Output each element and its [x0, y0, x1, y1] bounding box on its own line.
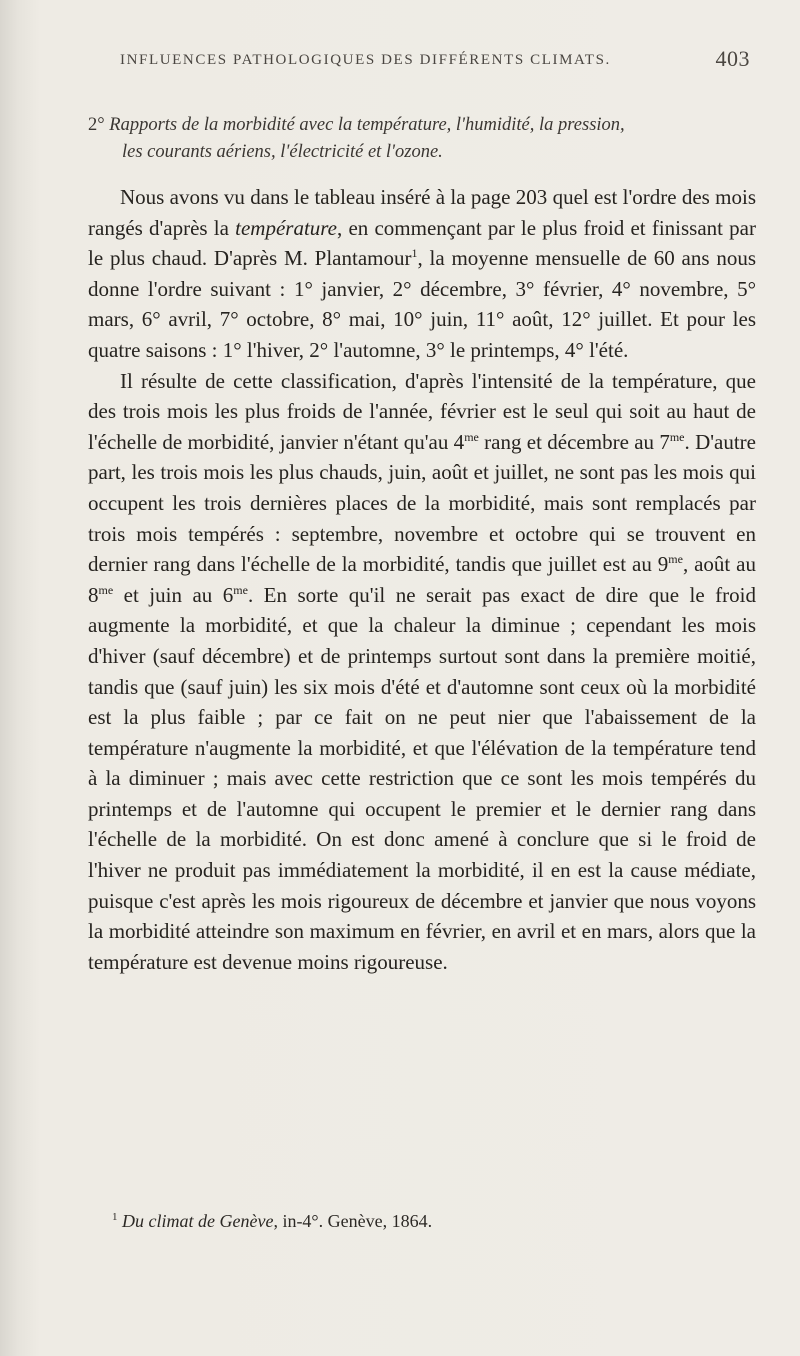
section-heading-line2: les courants aériens, l'électricité et l'ozone. [122, 142, 443, 162]
paragraph-2-part-a: Il résulte de cette classification, d'après l'intensité de la température, que des trois mois les plus froids de l'année, février est le seul qui soit au haut de l'échelle de morbidité, janvier n'étant qu'au 4 [88, 368, 756, 454]
ordinal-superscript: me [98, 582, 114, 597]
paragraph-2 [88, 366, 756, 978]
section-number: 2° [88, 115, 105, 135]
paragraph-1-emphasis: température [235, 215, 337, 240]
footnote-reference: 1 [411, 246, 418, 261]
page-number: 403 [715, 46, 750, 71]
paragraph-1-part-c: , la moyenne mensuelle de 60 ans nous donne l'ordre suivant : 1° janvier, 2° décembre, 3° février, 4° novembre, 5° mars, 6° avril, 7° octobre, 8° mai, 10° juin, 11° août, 12° juillet. Et pour les quatre saisons : 1° l'hiver, 2° l'automne, 3° le printemps, 4° l'été. [88, 246, 756, 362]
section-heading [88, 112, 748, 166]
footnote-title: Du climat de Genève [122, 1211, 274, 1231]
paragraph-2-part-f: . En sorte qu'il ne serait pas exact de dire que le froid augmente la morbidité, et que la chaleur la diminue ; cependant les mois d'hiver (sauf décembre) et de printemps surtout sont dans la première moitié, tandis que (sauf juin) les six mois d'été et d'automne sont ceux où la morbidité est la plus faible ; par ce fait on ne peut nier que l'abaissement de la température n'augmente la morbidité, et que l'élévation de la température tend à la diminuer ; mais avec cette restriction que ce sont les mois tempérés du printemps et de l'automne qui occupent le premier et le dernier rang dans l'échelle de la morbidité. On est donc amené à conclure que si le froid de l'hiver ne produit pas immédiatement la morbidité, il en est la cause médiate, puisque c'est après les mois rigoureux de décembre et janvier que nous voyons la morbidité atteindre son maximum en février, en avril et en mars, alors que la température est devenue moins rigoureuse. [88, 582, 756, 974]
paragraph-1-part-a: Nous avons vu dans le tableau inséré à la page 203 quel est l'ordre des mois rangés d'après la [88, 185, 756, 240]
paragraph-2-part-d: , août au 8 [88, 552, 757, 607]
ordinal-superscript: me [669, 429, 685, 444]
ordinal-superscript: me [668, 552, 683, 567]
body-text [88, 182, 756, 977]
paragraph-2-part-b: rang et décembre au 7 [478, 429, 670, 454]
section-heading-line1: Rapports de la morbidité avec la température, l'humidité, la pression, [109, 115, 625, 135]
paragraph-1 [88, 182, 756, 366]
paragraph-1-part-b: , en commençant par le plus froid et finissant par le plus chaud. D'après M. Plantamour [88, 215, 756, 271]
ordinal-superscript: me [233, 582, 248, 597]
paragraph-2-part-e: et juin au 6 [113, 582, 234, 607]
running-head-title: INFLUENCES PATHOLOGIQUES DES DIFFÉRENTS CLIMATS. [120, 52, 611, 68]
paragraph-2-part-c: . D'autre part, les trois mois les plus chauds, juin, août et juillet, ne sont pas les mois qui occupent les trois dernières places de la morbidité, mais sont remplacés par trois mois tempérés : septembre, novembre et octobre qui se trouvent en dernier rang dans l'échelle de la morbidité, tandis que juillet est au 9 [88, 429, 756, 577]
footnote-rest: , in-4°. Genève, 1864. [273, 1211, 433, 1231]
footnote [112, 1211, 752, 1232]
footnote-marker: 1 [112, 1211, 118, 1223]
ordinal-superscript: me [464, 429, 479, 444]
